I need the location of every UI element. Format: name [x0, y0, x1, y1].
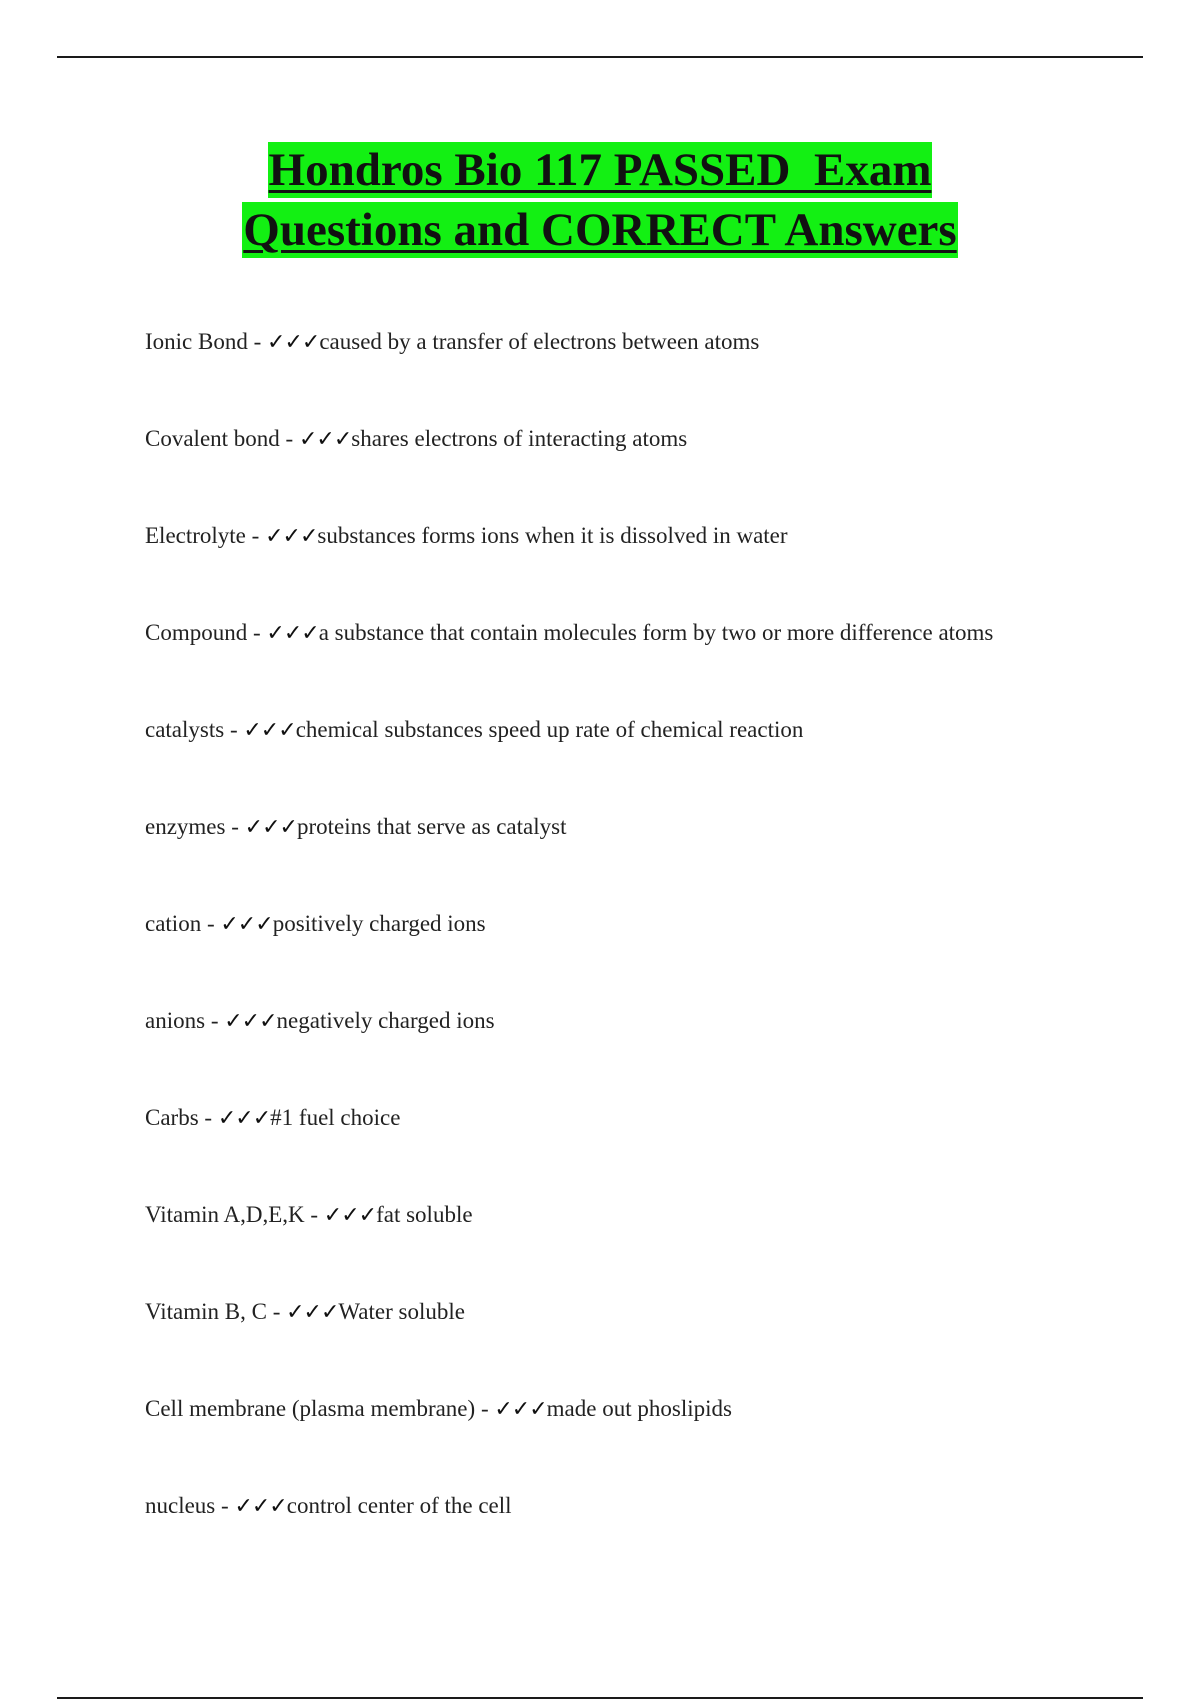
entry-definition: shares electrons of interacting atoms [351, 426, 688, 451]
qa-entry [145, 1007, 1145, 1104]
qa-entry [145, 716, 1145, 813]
entry-separator: - [279, 426, 299, 451]
check-marks-icon: ✓✓✓ [243, 718, 296, 743]
entry-definition: substances forms ions when it is dissolved in water [317, 523, 788, 548]
qa-entry [145, 328, 1145, 425]
entry-term: enzymes [145, 814, 226, 839]
entry-definition: chemical substances speed up rate of chemical reaction [295, 717, 804, 742]
entry-definition: caused by a transfer of electrons between atoms [319, 329, 760, 354]
check-marks-icon: ✓✓✓ [220, 912, 273, 937]
entry-definition: made out phoslipids [546, 1396, 732, 1421]
entry-term: Ionic Bond [145, 329, 248, 354]
entry-definition: proteins that serve as catalyst [296, 814, 567, 839]
check-marks-icon: ✓✓✓ [234, 1494, 287, 1519]
entry-separator: - [247, 329, 268, 354]
entry-term: Compound [145, 620, 248, 645]
check-marks-icon: ✓✓✓ [267, 330, 320, 355]
entry-separator: - [224, 717, 244, 742]
footer-rule [57, 1697, 1143, 1699]
qa-entry [145, 1298, 1145, 1395]
entry-definition: negatively charged ions [276, 1008, 495, 1033]
qa-list [145, 328, 1145, 1589]
header-rule [57, 56, 1143, 58]
entry-separator: - [304, 1202, 324, 1227]
qa-entry [145, 619, 1145, 716]
entry-definition: positively charged ions [272, 911, 486, 936]
qa-entry [145, 1492, 1145, 1589]
title-line-2: Questions and CORRECT Answers [243, 204, 957, 256]
check-marks-icon: ✓✓✓ [224, 1009, 277, 1034]
check-marks-icon: ✓✓✓ [298, 427, 352, 452]
title-line-1: Hondros Bio 117 PASSED Exam [268, 144, 932, 196]
entry-term: Electrolyte [145, 523, 246, 548]
entry-definition: Water soluble [338, 1299, 465, 1324]
qa-entry [145, 1395, 1145, 1492]
check-marks-icon: ✓✓✓ [323, 1203, 377, 1228]
entry-separator: - [198, 1105, 218, 1130]
entry-term: Vitamin A,D,E,K [145, 1202, 305, 1227]
check-marks-icon: ✓✓✓ [244, 815, 297, 840]
entry-separator: - [205, 1008, 225, 1033]
qa-entry [145, 813, 1145, 910]
entry-definition: a substance that contain molecules form by two or more difference atoms [318, 620, 994, 645]
qa-entry [145, 1104, 1145, 1201]
entry-separator: - [475, 1396, 495, 1421]
entry-term: nucleus [145, 1493, 216, 1518]
entry-definition: fat soluble [376, 1202, 473, 1227]
entry-definition: control center of the cell [286, 1493, 512, 1518]
qa-entry [145, 910, 1145, 1007]
check-marks-icon: ✓✓✓ [494, 1397, 547, 1422]
entry-term: Carbs [145, 1105, 199, 1130]
entry-term: cation [145, 911, 202, 936]
entry-separator: - [247, 620, 267, 645]
document-title [0, 142, 1200, 258]
check-marks-icon: ✓✓✓ [217, 1106, 271, 1131]
entry-separator: - [266, 1299, 287, 1324]
entry-separator: - [225, 814, 245, 839]
entry-term: catalysts [145, 717, 225, 742]
entry-term: anions [145, 1008, 206, 1033]
qa-entry [145, 1201, 1145, 1298]
check-marks-icon: ✓✓✓ [286, 1300, 339, 1325]
entry-term: Vitamin B, C [145, 1299, 267, 1324]
entry-separator: - [215, 1493, 235, 1518]
qa-entry [145, 522, 1145, 619]
entry-term: Cell membrane (plasma membrane) [145, 1396, 476, 1421]
entry-definition: #1 fuel choice [270, 1105, 401, 1130]
check-marks-icon: ✓✓✓ [265, 524, 318, 549]
qa-entry [145, 425, 1145, 522]
entry-term: Covalent bond [145, 426, 280, 451]
entry-separator: - [201, 911, 221, 936]
check-marks-icon: ✓✓✓ [266, 621, 319, 646]
entry-separator: - [245, 523, 266, 548]
